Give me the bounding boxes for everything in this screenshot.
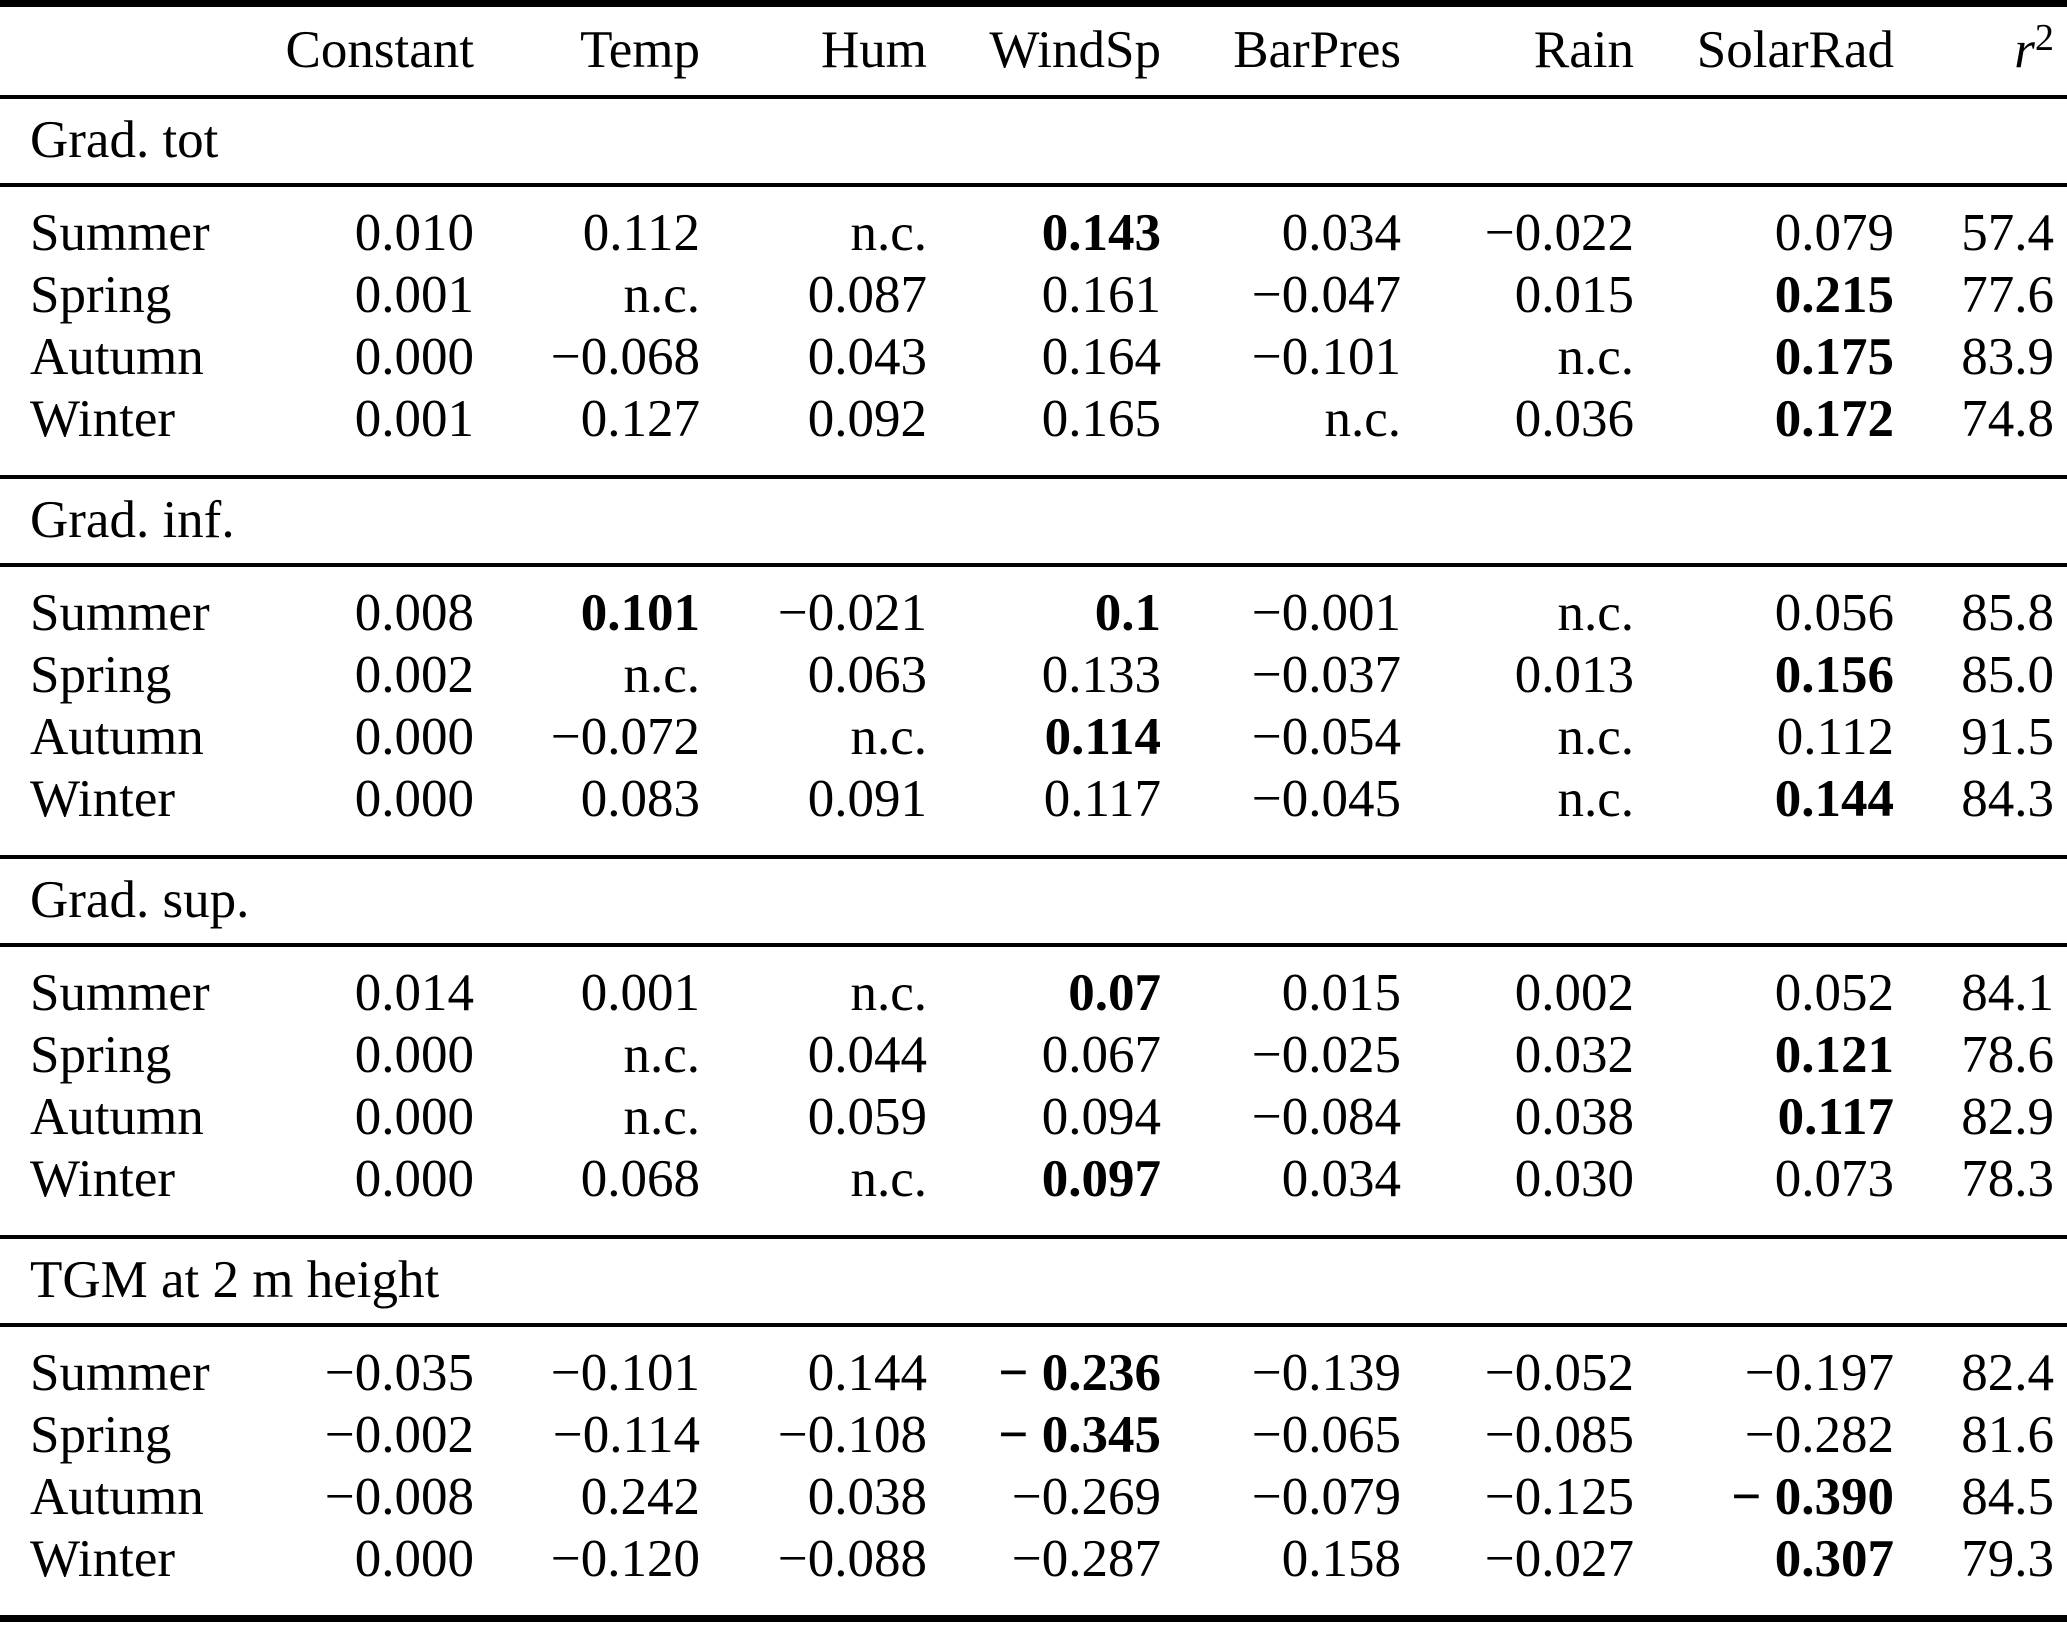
value-cell: 78.3 [1961,1150,2054,1208]
season-label: Autumn [30,1468,204,1526]
value-cell: 84.1 [1961,964,2054,1022]
value-cell: −0.088 [777,1530,927,1588]
value-cell: −0.108 [777,1406,927,1464]
section-title: Grad. inf. [30,491,235,549]
value-cell: 0.052 [1774,964,1894,1022]
value-cell: −0.072 [550,708,700,766]
value-cell: 0.117 [1777,1088,1894,1146]
value-cell: 0.114 [1044,708,1161,766]
section-title-row [0,857,2067,945]
section-header [0,857,2067,945]
value-cell: n.c. [850,964,927,1022]
table-row [0,1405,2067,1467]
value-cell: 81.6 [1961,1406,2054,1464]
r2-superscript: 2 [2034,17,2054,60]
value-cell: 0.038 [1514,1088,1634,1146]
value-cell: 0.164 [1041,328,1161,386]
value-cell: 0.144 [1774,770,1894,828]
value-cell: 0.087 [807,266,927,324]
value-cell: 0.000 [354,1088,474,1146]
value-cell: n.c. [1557,770,1634,828]
value-cell: −0.139 [1251,1344,1401,1402]
value-cell: 0.1 [1094,584,1161,642]
season-label: Summer [30,204,210,262]
table-row [0,645,2067,707]
value-cell: −0.068 [550,328,700,386]
value-cell: 0.000 [354,1530,474,1588]
value-cell: −0.287 [1011,1530,1161,1588]
value-cell: −0.197 [1744,1344,1894,1402]
value-cell: −0.037 [1251,646,1401,704]
value-cell: −0.125 [1484,1468,1634,1526]
value-cell: 0.044 [807,1026,927,1084]
table-header [0,4,2067,97]
value-cell: − 0.345 [998,1406,1161,1464]
value-cell: 82.9 [1961,1088,2054,1146]
value-cell: 0.030 [1514,1150,1634,1208]
value-cell: − 0.236 [998,1344,1161,1402]
value-cell: 79.3 [1961,1530,2054,1588]
value-cell: 0.032 [1514,1026,1634,1084]
value-cell: 0.000 [354,1026,474,1084]
season-label: Spring [30,1026,172,1084]
value-cell: − 0.390 [1731,1468,1894,1526]
season-label: Spring [30,266,172,324]
value-cell: −0.120 [550,1530,700,1588]
column-header-temp: Temp [580,21,700,80]
value-cell: −0.114 [552,1406,700,1464]
value-cell: −0.054 [1251,708,1401,766]
value-cell: −0.282 [1744,1406,1894,1464]
table-row [0,327,2067,389]
value-cell: 0.008 [354,584,474,642]
value-cell: n.c. [850,204,927,262]
value-cell: 74.8 [1961,390,2054,448]
value-cell: 0.172 [1774,390,1894,448]
value-cell: −0.025 [1251,1026,1401,1084]
value-cell: 0.000 [354,328,474,386]
value-cell: 0.038 [807,1468,927,1526]
season-label: Winter [30,390,176,448]
value-cell: 0.034 [1281,1150,1401,1208]
season-label: Autumn [30,708,204,766]
value-cell: −0.052 [1484,1344,1634,1402]
value-cell: 0.127 [580,390,700,448]
value-cell: n.c. [623,646,700,704]
table-row [0,707,2067,769]
value-cell: n.c. [1557,584,1634,642]
value-cell: n.c. [850,708,927,766]
value-cell: 82.4 [1961,1344,2054,1402]
section-title-row [0,97,2067,185]
value-cell: 0.092 [807,390,927,448]
value-cell: 0.117 [1043,770,1161,828]
season-label: Autumn [30,1088,204,1146]
value-cell: 0.059 [807,1088,927,1146]
table-row [0,185,2067,265]
value-cell: 0.010 [354,204,474,262]
column-header-constant: Constant [285,21,474,80]
value-cell: 0.112 [582,204,700,262]
section-header [0,477,2067,565]
value-cell: −0.008 [324,1468,474,1526]
value-cell: 0.000 [354,708,474,766]
value-cell: 0.143 [1041,204,1161,262]
value-cell: 0.101 [580,584,700,642]
section-body [0,1325,2067,1619]
column-header-windsp: WindSp [989,21,1161,80]
value-cell: 0.094 [1041,1088,1161,1146]
value-cell: −0.085 [1484,1406,1634,1464]
season-label: Winter [30,770,176,828]
value-cell: 0.175 [1774,328,1894,386]
value-cell: 0.158 [1281,1530,1401,1588]
value-cell: 0.001 [354,266,474,324]
value-cell: 0.165 [1041,390,1161,448]
value-cell: −0.002 [324,1406,474,1464]
table-row [0,1149,2067,1237]
value-cell: n.c. [850,1150,927,1208]
value-cell: −0.045 [1251,770,1401,828]
value-cell: 0.001 [354,390,474,448]
value-cell: 0.091 [807,770,927,828]
value-cell: 0.034 [1281,204,1401,262]
value-cell: −0.035 [324,1344,474,1402]
table-row [0,1467,2067,1529]
value-cell: 0.002 [1514,964,1634,1022]
section-title-row [0,477,2067,565]
table-row [0,769,2067,857]
value-cell: 0.112 [1776,708,1894,766]
value-cell: 0.068 [580,1150,700,1208]
value-cell: −0.021 [777,584,927,642]
table-row [0,389,2067,477]
value-cell: 57.4 [1961,204,2054,262]
section-title-row [0,1237,2067,1325]
table-row [0,565,2067,645]
value-cell: n.c. [1557,328,1634,386]
table-row [0,1529,2067,1619]
section-body [0,945,2067,1237]
value-cell: 0.307 [1774,1530,1894,1588]
column-header-barpres: BarPres [1233,21,1401,80]
value-cell: 0.056 [1774,584,1894,642]
section-title: TGM at 2 m height [30,1251,440,1309]
season-label: Winter [30,1530,176,1588]
value-cell: 77.6 [1961,266,2054,324]
value-cell: −0.084 [1251,1088,1401,1146]
value-cell: −0.065 [1251,1406,1401,1464]
value-cell: 91.5 [1961,708,2054,766]
value-cell: 0.001 [580,964,700,1022]
value-cell: 0.097 [1041,1150,1161,1208]
table-row [0,945,2067,1025]
value-cell: n.c. [623,266,700,324]
value-cell: 0.144 [807,1344,927,1402]
table-row [0,1025,2067,1087]
season-label: Summer [30,584,210,642]
value-cell: 0.242 [580,1468,700,1526]
value-cell: 0.161 [1041,266,1161,324]
value-cell: 0.063 [807,646,927,704]
section-title: Grad. sup. [30,871,250,929]
value-cell: 83.9 [1961,328,2054,386]
value-cell: 0.133 [1041,646,1161,704]
value-cell: 0.156 [1774,646,1894,704]
value-cell: 85.8 [1961,584,2054,642]
value-cell: 0.083 [580,770,700,828]
season-label: Spring [30,1406,172,1464]
season-label: Winter [30,1150,176,1208]
column-header-rain: Rain [1533,21,1634,80]
value-cell: n.c. [623,1088,700,1146]
season-label: Autumn [30,328,204,386]
value-cell: 0.002 [354,646,474,704]
season-label: Summer [30,1344,210,1402]
value-cell: −0.022 [1484,204,1634,262]
value-cell: n.c. [1324,390,1401,448]
section-header [0,97,2067,185]
value-cell: −0.101 [1251,328,1401,386]
value-cell: 0.067 [1041,1026,1161,1084]
value-cell: 0.121 [1774,1026,1894,1084]
r2-base: r [2014,21,2035,80]
value-cell: 0.073 [1774,1150,1894,1208]
value-cell: −0.101 [550,1344,700,1402]
value-cell: 0.014 [354,964,474,1022]
column-header-r2 [1894,4,2067,97]
section-body [0,185,2067,477]
table-row [0,1325,2067,1405]
section-body [0,565,2067,857]
value-cell: 0.036 [1514,390,1634,448]
value-cell: 0.000 [354,1150,474,1208]
value-cell: 84.5 [1961,1468,2054,1526]
row-label-header [0,4,240,97]
value-cell: −0.027 [1484,1530,1634,1588]
value-cell: 0.000 [354,770,474,828]
value-cell: −0.079 [1251,1468,1401,1526]
value-cell: 0.015 [1514,266,1634,324]
value-cell: 84.3 [1961,770,2054,828]
value-cell: −0.047 [1251,266,1401,324]
table-row [0,1087,2067,1149]
season-label: Summer [30,964,210,1022]
column-header-hum: Hum [821,21,927,80]
season-label: Spring [30,646,172,704]
value-cell: 0.07 [1068,964,1161,1022]
value-cell: 0.215 [1774,266,1894,324]
value-cell: 0.079 [1774,204,1894,262]
value-cell: −0.269 [1011,1468,1161,1526]
section-header [0,1237,2067,1325]
value-cell: 0.013 [1514,646,1634,704]
value-cell: 78.6 [1961,1026,2054,1084]
value-cell: n.c. [623,1026,700,1084]
column-header-solarrad: SolarRad [1696,21,1894,80]
value-cell: 85.0 [1961,646,2054,704]
section-title: Grad. tot [30,111,219,169]
value-cell: 0.043 [807,328,927,386]
table-row [0,265,2067,327]
value-cell: 0.015 [1281,964,1401,1022]
value-cell: n.c. [1557,708,1634,766]
value-cell: −0.001 [1251,584,1401,642]
